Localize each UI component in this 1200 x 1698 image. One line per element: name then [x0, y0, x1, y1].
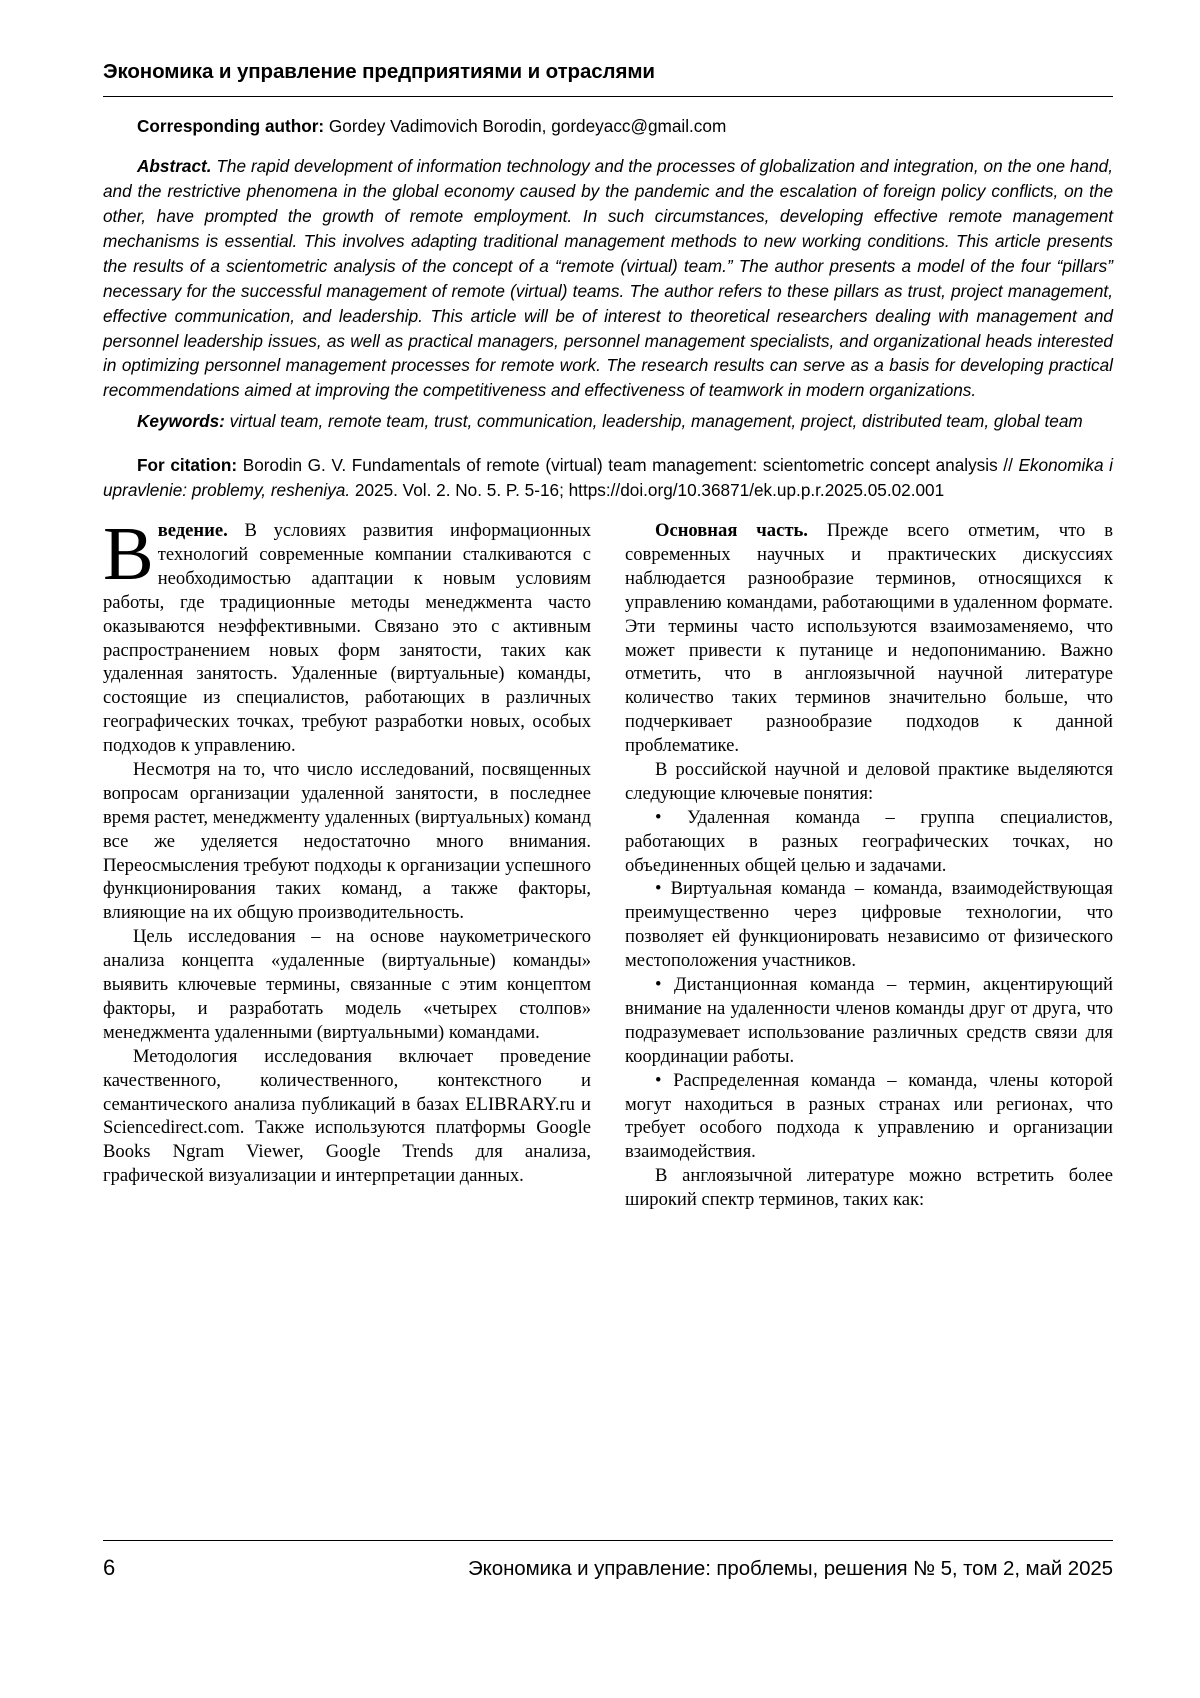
- body-columns: [103, 512, 1113, 1212]
- citation: [103, 453, 1113, 503]
- running-head: Экономика и управление предприятиями и отраслями: [103, 60, 655, 83]
- column-right: [625, 519, 1113, 1212]
- list-item: • Дистанционная команда – термин, акцентирующий внимание на удаленности членов команды друг от друга, что подразумевает использование различных средств связи для координации работы.: [625, 974, 1113, 1067]
- paragraph-right-3: В англоязычной литературе можно встретить более широкий спектр терминов, таких как:: [625, 1165, 1113, 1211]
- corresponding-author: [103, 114, 1113, 139]
- keywords: [103, 409, 1113, 434]
- header-divider: [103, 96, 1113, 97]
- abstract: [103, 154, 1113, 403]
- page-content: [103, 60, 1113, 1212]
- page-footer: [103, 1540, 1113, 1581]
- paragraph-left-2: Несмотря на то, что число исследований, посвященных вопросам организации удаленной занятости, в последнее время растет, менеджменту удаленных (виртуальных) команд все же уделяется недостаточно много внимания. Переосмысления требуют подходы к организации успешного функционирования таких команд, а также факторы, влияющие на их общую производительность.: [103, 759, 591, 924]
- keywords-label: Keywords:: [137, 411, 225, 432]
- paragraph-main-part-text: Прежде всего отметим, что в современных научных и практических дискуссиях наблюдается разнообразие терминов, относящихся к управлению командами, работающими в удаленном формате. Эти термины часто используются взаимозаменяемо, что может привести к путанице и недопониманию. Важно отметить, что в англоязычной научной литературе количество таких терминов значительно больше, что подчеркивает разнообразие подходов к данной проблематике.: [625, 520, 1113, 757]
- list-item: • Виртуальная команда – команда, взаимодействующая преимущественно через цифровые технологии, что позволяет ей функционировать независимо от физического местоположения участников.: [625, 878, 1113, 972]
- list-item: • Удаленная команда – группа специалистов, работающих в разных географических точках, но объединенных общей целью и задачами.: [625, 806, 1113, 876]
- column-left: [103, 512, 591, 1212]
- paragraph-left-4: Методология исследования включает проведение качественного, количественного, контекстного и семантического анализа публикаций в базах ELIBRARY.ru и Sciencedirect.com. Также используются платформы Google Books Ngram Viewer, Google Trends для анализа, графической визуализации и интерпретации данных.: [103, 1045, 591, 1187]
- abstract-text: The rapid development of information technology and the processes of globalization and integration, on the one hand, and the restrictive phenomena in the global economy caused by the pandemic and the escalation of foreign policy conflicts, on the other, have prompted the growth of remote employment. In such circumstances, developing effective remote management mechanisms is essential. This involves adapting traditional management methods to new working conditions. This article presents the results of a scientometric analysis of the concept of a “remote (virtual) team.” The author presents a model of the four “pillars” necessary for the successful management of remote (virtual) teams. The author refers to these pillars as trust, project management, effective communication, and leadership. This article will be of interest to theoretical researchers dealing with management and personnel leadership issues, as well as practical managers, personnel management specialists, and organizational heads interested in optimizing personnel management processes for remote work. The research results can serve as a basis for developing practical recommendations aimed at improving the competitiveness and effectiveness of teamwork in modern organizations.: [103, 155, 1113, 401]
- page-number: 6: [103, 1555, 116, 1580]
- paragraph-intro-text: В условиях развития информационных технологий современные компании сталкиваются с необходимостью адаптации к новым условиям работы, где традиционные методы менеджмента часто оказываются неэффективными. Связано это с активным распространением новых форм занятости, таких как удаленная занятость. Удаленные (виртуальные) команды, состоящие из специалистов, работающих в различных географических точках, требуют разработки новых, особых подходов к управлению.: [103, 520, 591, 757]
- citation-journal: Ekonomika i upravlenie: problemy, resheniya.: [103, 455, 1113, 501]
- paragraph-left-3: Цель исследования – на основе наукометрического анализа концепта «удаленные (виртуальные) команды» выявить ключевые термины, связанные с этим концептом факторы, и разработать модель «четырех столпов» менеджмента удаленными (виртуальными) командами.: [103, 926, 591, 1043]
- front-matter: [103, 114, 1113, 503]
- footer-journal-line: Экономика и управление: проблемы, решения № 5, том 2, май 2025: [468, 1557, 1113, 1580]
- drop-cap: В: [103, 512, 154, 597]
- abstract-label: Abstract.: [137, 155, 212, 176]
- paragraph-intro-lead: ведение.: [157, 520, 228, 542]
- paragraph-main-part-lead: Основная часть.: [655, 520, 808, 542]
- list-item: • Распределенная команда – команда, члены которой могут находиться в разных странах или регионах, что требует особого подхода к управлению и организации взаимодействия.: [625, 1069, 1113, 1163]
- paragraph-intro: [103, 512, 591, 758]
- citation-text-part1: Borodin G. V. Fundamentals of remote (virtual) team management: scientometric concept analysis //: [237, 455, 1019, 476]
- paragraph-right-2: В российской научной и деловой практике выделяются следующие ключевые понятия:: [625, 759, 1113, 804]
- keywords-text: virtual team, remote team, trust, communication, leadership, management, project, distributed team, global team: [224, 411, 1083, 432]
- corresponding-author-value: Gordey Vadimovich Borodin, gordeyacc@gmail.com: [324, 116, 727, 136]
- citation-text-part2: 2025. Vol. 2. No. 5. P. 5-16; https://doi.org/10.36871/ek.up.p.r.2025.05.02.001: [350, 480, 945, 501]
- corresponding-author-label: Corresponding author:: [137, 116, 325, 136]
- footer-divider: [103, 1540, 1113, 1541]
- citation-label: For citation:: [137, 455, 238, 476]
- paragraph-main-part: [625, 519, 1113, 758]
